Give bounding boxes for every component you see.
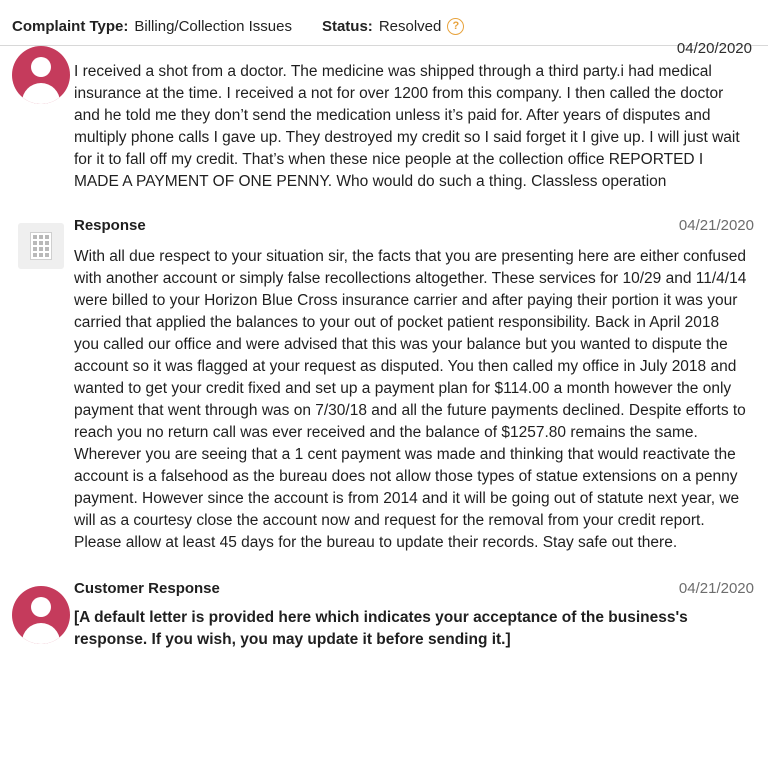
user-avatar-icon bbox=[12, 46, 70, 104]
business-response-body bbox=[74, 217, 754, 554]
business-response-date: 04/21/2020 bbox=[678, 217, 754, 234]
business-response-head bbox=[74, 217, 754, 234]
business-icon-gutter bbox=[8, 217, 74, 269]
complaint-type-label: Complaint Type: bbox=[12, 18, 129, 35]
help-icon[interactable]: ? bbox=[447, 18, 464, 35]
customer-response-body bbox=[74, 580, 754, 651]
business-building-icon bbox=[18, 223, 64, 269]
user-avatar-icon bbox=[12, 586, 70, 644]
building-glyph bbox=[30, 232, 52, 260]
customer-response-date: 04/21/2020 bbox=[678, 580, 754, 597]
business-response-text: With all due respect to your situation sir, the facts that you are presenting here are either confused with another account or simply false recollections altogether. These services for 10/29 and 11/4/14 were billed to your Horizon Blue Cross insurance carrier and after paying their portion it was your carried that applied the balances to your out of pocket patient responsibility. Back in April 2018 you called our office and were advised that this was your balance but you wanted to dispute the account so it was flagged at your request as disputed. You then called my office in July 2018 and wanted to get your credit fixed and set up a payment plan for $114.00 a month however the only payment that went through was on 7/30/18 and all the future payments declined. Despite efforts to reach you no return call was ever received and the balance of $1257.80 remains the same. Wherever you are seeing that a 1 cent payment was made and thinking that would reactivate the account is a falsehood as the bureau does not allow those types of statue extensions on a penny payment. However since the account is from 2014 and it will be going out of statute next year, we will as a courtesy close the account now and request for the removal from your credit report. Please allow at least 45 days for the bureau to update their records. Stay safe out there. bbox=[74, 248, 747, 551]
complaint-type-value: Billing/Collection Issues bbox=[134, 18, 292, 35]
consumer-complaint-date: 04/20/2020 bbox=[676, 40, 752, 57]
status-value: Resolved bbox=[378, 18, 442, 35]
customer-response-title: Customer Response bbox=[74, 580, 220, 597]
consumer-avatar-gutter bbox=[8, 40, 74, 104]
complaint-meta-row bbox=[0, 0, 768, 45]
customer-response-text: [A default letter is provided here which indicates your acceptance of the business's response. If you wish, you may update it before sending it.] bbox=[74, 609, 688, 648]
customer-avatar-gutter bbox=[8, 580, 74, 644]
consumer-complaint-body bbox=[74, 40, 754, 193]
business-response-title: Response bbox=[74, 217, 146, 234]
customer-response-block bbox=[0, 580, 768, 669]
status-label: Status: bbox=[321, 18, 373, 35]
consumer-complaint-block bbox=[0, 40, 768, 193]
business-response-block bbox=[0, 217, 768, 554]
consumer-complaint-text: I received a shot from a doctor. The medicine was shipped through a third party.i had medical insurance at the time. I received a not for over 1200 from this company. I then called the doctor and he told me they don’t send the medication unless it’s paid for. After years of disputes and multiply phone calls I gave up. They destroyed my credit so I said forget it I give up. I will just wait for it to fall off my credit. That’s when these nice people at the collection office REPORTED I MADE A PAYMENT OF ONE PENNY. Who would do such a thing. Classless operation bbox=[74, 63, 740, 190]
customer-response-head bbox=[74, 580, 754, 597]
